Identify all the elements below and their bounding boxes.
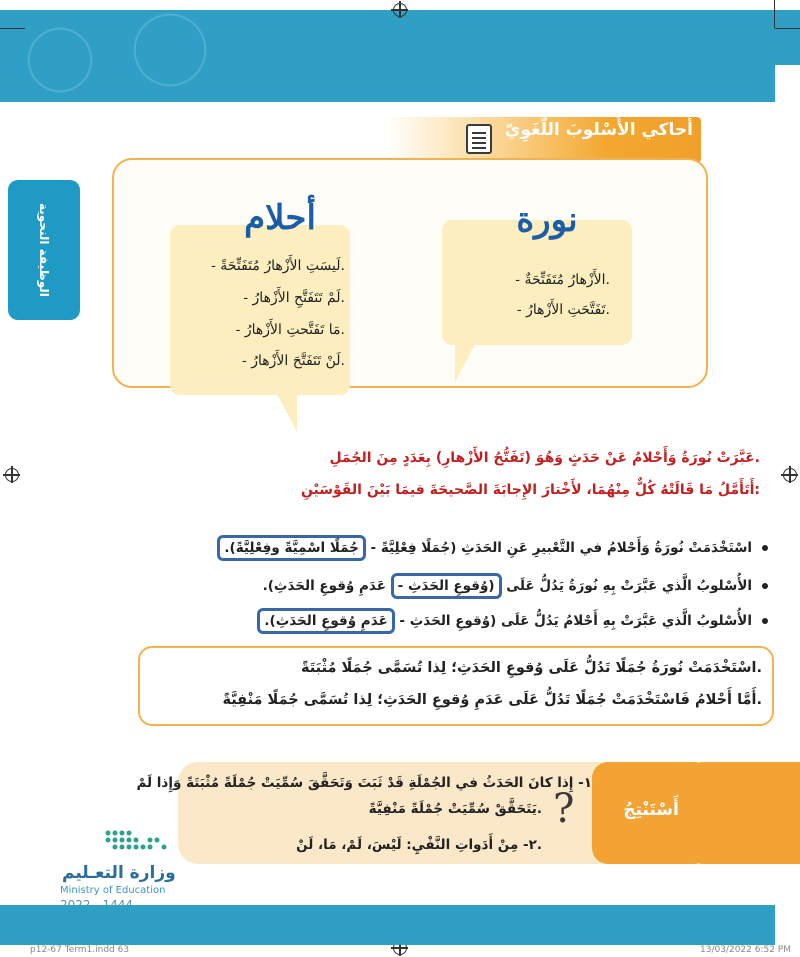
speaker-name-noura: نورة <box>516 200 578 240</box>
selected-answer: عَدَمِ وُقوعِ الحَدَثِ). <box>257 608 394 634</box>
speech-bubble-tail <box>275 390 297 432</box>
deduce-text: ٢- مِنْ أَدَواتِ النَّفْيِ: لَيْسَ، لَمْ، مَا، لَنْ. <box>296 837 542 853</box>
footer-band <box>0 905 775 945</box>
print-slug-date: 13/03/2022 6:52 PM <box>700 945 791 955</box>
conclusion-box <box>138 646 774 726</box>
instruction-text: أَتَأَمَّلُ مَا قَالَتْهُ كُلٌّ مِنْهُمَا، لأَخْتارَ الإِجابَةَ الصَّحيحَةَ فيمَا بَيْنَ القَوْسَيْنِ: <box>300 482 760 498</box>
ministry-name-english: Ministry of Education <box>60 885 166 896</box>
registration-mark-left <box>5 468 19 482</box>
ahlam-line: - لَيسَتِ الأَزْهارُ مُتَفَتِّحَةً. <box>211 258 345 274</box>
bullet-text: اسْتَخْدَمَتْ نُورَةُ وَأَحْلامُ في التَّعْبيرِ عَنِ الحَدَثِ (جُمَلًا فِعْلِيَّةً - <box>365 540 752 556</box>
bullet-text: الأُسْلوبُ الَّذي عَبَّرَتْ بِهِ نُورَةُ يَدُلُّ عَلَى <box>501 578 752 594</box>
side-tab-label: الوظيفة النحوية <box>37 203 51 297</box>
bullet-item <box>0 540 768 556</box>
question-mark-icon: ? <box>553 786 575 832</box>
bullet-dot <box>762 618 768 624</box>
deduce-text: ١- إِذا كانَ الحَدَثُ في الجُمْلَةِ قَدْ ثَبَتَ وَتَحَقَّقَ سُمِّيَتْ جُمْلَةً مُثْبَتَةً وَإِذا لَمْ <box>136 775 592 791</box>
crop-mark <box>775 28 800 29</box>
bullet-dot <box>762 545 768 551</box>
deduce-title: أَسْتَنْتِجُ <box>623 800 679 820</box>
speech-bubble-ahlam <box>170 225 350 395</box>
registration-mark-right <box>783 468 797 482</box>
conclusion-text: أَمَّا أَحْلامُ فَاسْتَخْدَمَتْ جُمَلًا تَدُلُّ عَلَى عَدَمِ وُقوعِ الحَدَثِ؛ لِذا تُسَمَّى جُمَلًا مَنْفِيَّةً. <box>222 692 762 708</box>
bullet-item <box>0 578 768 594</box>
crop-mark <box>0 28 25 29</box>
conclusion-text: اسْتَخْدَمَتْ نُورَةُ جُمَلًا تَدُلُّ عَلَى وُقوعِ الحَدَثِ؛ لِذا تُسَمَّى جُمَلًا مُثْبَتَةً. <box>300 660 762 676</box>
noura-line: - تَفَتَّحَتِ الأَزْهارُ. <box>516 302 610 318</box>
selected-answer: جُمَلًا اسْمِيَّةً وفِعْلِيَّةً). <box>217 535 365 561</box>
ahlam-line: - لَمْ تَتَفَتَّحِ الأَزْهارُ. <box>243 290 345 306</box>
ahlam-line: - مَا تَفَتَّحتِ الأَزْهارُ. <box>235 322 345 338</box>
document-icon <box>466 124 492 154</box>
registration-mark-top <box>393 3 407 17</box>
noura-line: - الأَزْهارُ مُتَفَتِّحَةٌ. <box>515 272 610 288</box>
bullet-text: عَدَمِ وُقوعِ الحَدَثِ). <box>262 578 391 594</box>
bullet-dot <box>762 583 768 589</box>
crop-mark <box>774 0 775 28</box>
ahlam-line: - لَنْ تَتَفَتَّحَ الأَزْهارُ. <box>242 353 345 369</box>
print-slug-file: p12-67 Term1.indd 63 <box>30 945 130 955</box>
ministry-name-arabic: وزارة التعـليم <box>62 863 176 883</box>
speech-bubble-tail <box>455 340 477 382</box>
deduce-text: يَتَحَقَّقْ سُمِّيَتْ جُمْلَةً مَنْفِيَّةً. <box>368 801 542 817</box>
section-title: أُحاكي الأُسْلوبَ اللُّغَوِيّ <box>504 120 693 140</box>
instruction-text: عَبَّرَتْ نُورَةُ وَأَحْلامُ عَنْ حَدَثٍ وَهُوَ (تَفَتُّحُ الأَزْهارِ) بِعَدَدٍ مِنَ الجُمَلِ. <box>329 450 760 466</box>
deduce-tab-edge <box>700 762 800 864</box>
bullet-item <box>0 613 768 629</box>
selected-answer: (وُقوعِ الحَدَثِ - <box>391 573 502 599</box>
speaker-name-ahlam: أحلام <box>244 198 316 238</box>
ministry-logo-icon <box>100 825 170 857</box>
header-band <box>0 10 775 102</box>
header-band-edge <box>775 10 800 65</box>
bullet-text: الأُسْلوبُ الَّذي عَبَّرَتْ بِهِ أَحْلامُ يَدُلُّ عَلَى (وُقوعِ الحَدَثِ - <box>394 613 752 629</box>
